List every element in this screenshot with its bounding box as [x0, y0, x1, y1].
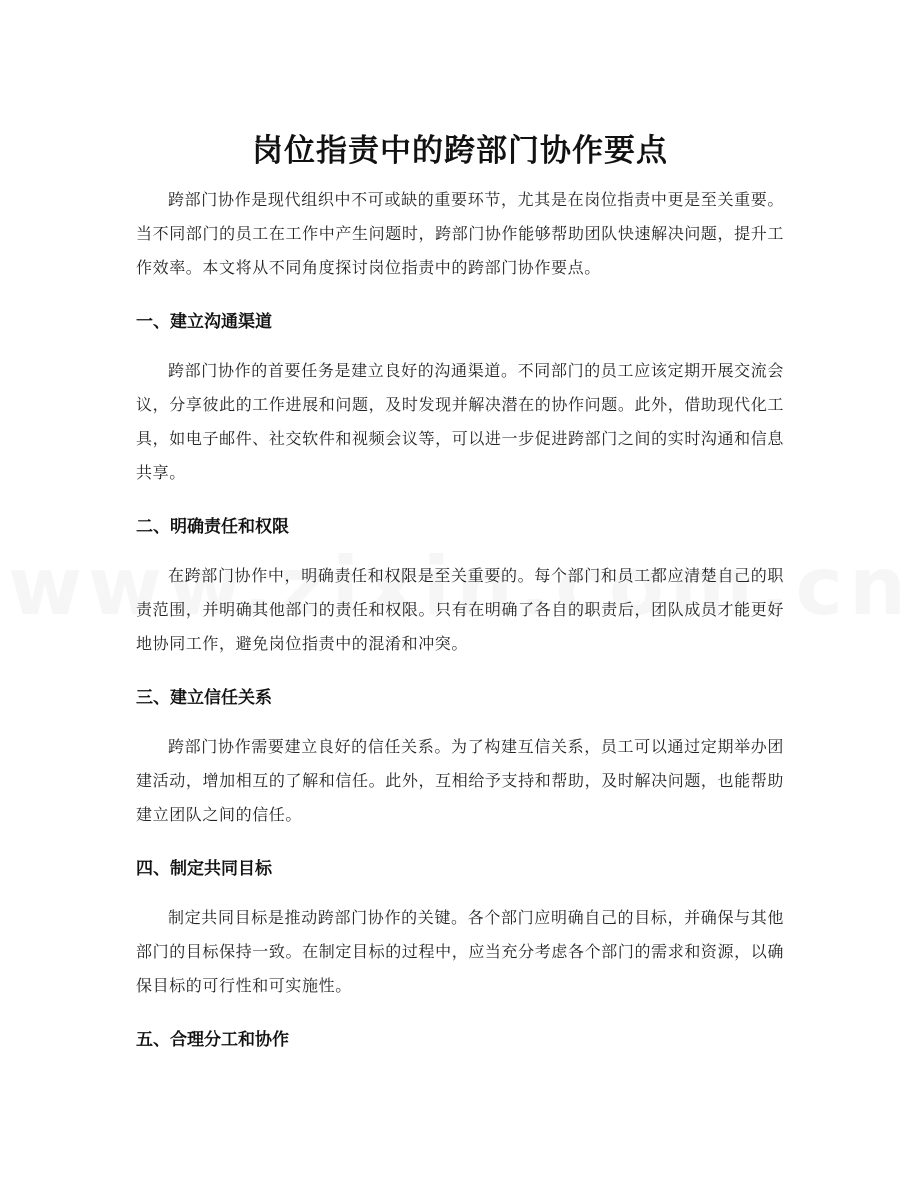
section-paragraph-2: 在跨部门协作中，明确责任和权限是至关重要的。每个部门和员工都应清楚自己的职责范围，并明确其他部门的责任和权限。只有在明确了各自的职责后，团队成员才能更好地协同工作，避免岗位指责中的混淆和冲突。 — [136, 566, 784, 653]
section-paragraph-4: 制定共同目标是推动跨部门协作的关键。各个部门应明确自己的目标，并确保与其他部门的目标保持一致。在制定目标的过程中，应当充分考虑各个部门的需求和资源，以确保目标的可行性和可实施性。 — [136, 908, 784, 995]
section-heading-5: 五、合理分工和协作 — [136, 1030, 289, 1050]
section-paragraph-1: 跨部门协作的首要任务是建立良好的沟通渠道。不同部门的员工应该定期开展交流会议，分享彼此的工作进展和问题，及时发现并解决潜在的协作问题。此外，借助现代化工具，如电子邮件、社交软件和视频会议等，可以进一步促进跨部门之间的实时沟通和信息共享。 — [136, 361, 784, 482]
section-heading-2: 二、明确责任和权限 — [136, 517, 289, 537]
intro-paragraph: 跨部门协作是现代组织中不可或缺的重要环节，尤其是在岗位指责中更是至关重要。当不同部门的员工在工作中产生问题时，跨部门协作能够帮助团队快速解决问题，提升工作效率。本文将从不同角度探讨岗位指责中的跨部门协作要点。 — [136, 190, 784, 277]
section-heading-4: 四、制定共同目标 — [136, 859, 272, 879]
section-heading-3: 三、建立信任关系 — [136, 688, 272, 708]
section-heading-1: 一、建立沟通渠道 — [136, 312, 272, 332]
page-title: 岗位指责中的跨部门协作要点 — [252, 132, 668, 169]
document-body — [136, 183, 784, 1057]
section-paragraph-3: 跨部门协作需要建立良好的信任关系。为了构建互信关系，员工可以通过定期举办团建活动，增加相互的了解和信任。此外，互相给予支持和帮助，及时解决问题，也能帮助建立团队之间的信任。 — [136, 737, 784, 824]
